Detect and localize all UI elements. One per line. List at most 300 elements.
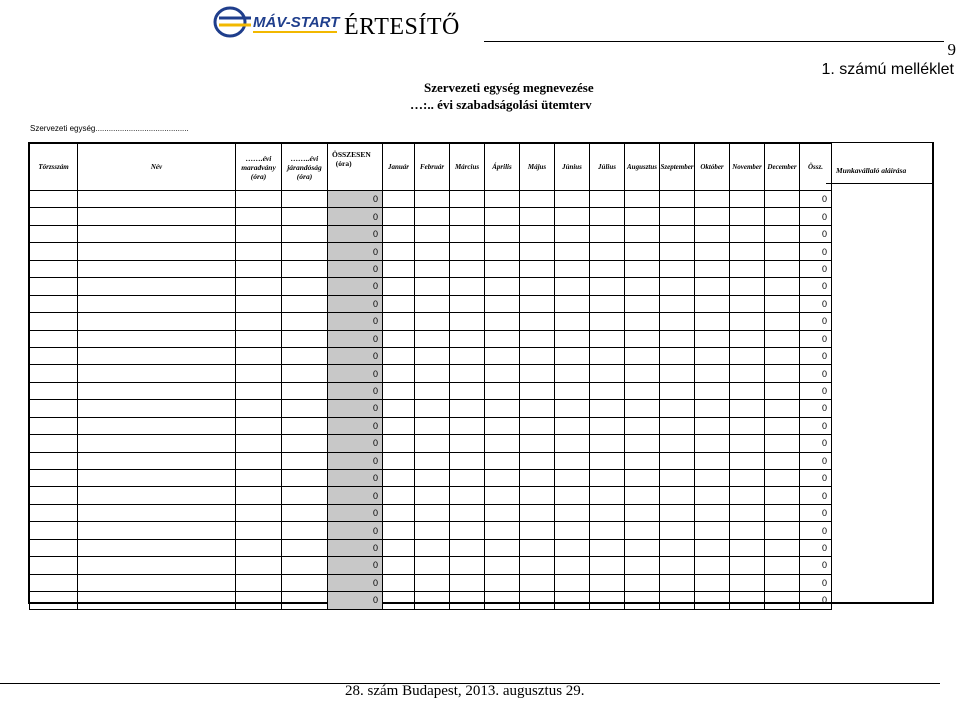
month-cell[interactable] [383,400,415,417]
month-cell[interactable] [660,365,695,382]
month-cell[interactable] [520,191,555,208]
month-cell[interactable] [383,487,415,504]
month-cell[interactable] [415,417,450,434]
jarandosag-cell[interactable] [282,330,328,347]
torzsszam-cell[interactable] [30,522,78,539]
month-cell[interactable] [555,243,590,260]
month-cell[interactable] [485,365,520,382]
month-cell[interactable] [695,330,730,347]
month-cell[interactable] [660,295,695,312]
month-cell[interactable] [383,435,415,452]
maradvany-cell[interactable] [236,504,282,521]
name-cell[interactable] [78,278,236,295]
month-cell[interactable] [383,313,415,330]
jarandosag-cell[interactable] [282,278,328,295]
jarandosag-cell[interactable] [282,365,328,382]
month-cell[interactable] [415,574,450,591]
month-cell[interactable] [383,347,415,364]
month-cell[interactable] [660,417,695,434]
month-cell[interactable] [625,295,660,312]
month-cell[interactable] [590,382,625,399]
month-cell[interactable] [590,243,625,260]
month-cell[interactable] [730,592,765,609]
month-cell[interactable] [695,452,730,469]
month-cell[interactable] [660,504,695,521]
month-cell[interactable] [485,574,520,591]
jarandosag-cell[interactable] [282,435,328,452]
month-cell[interactable] [765,400,800,417]
maradvany-cell[interactable] [236,330,282,347]
month-cell[interactable] [730,487,765,504]
month-cell[interactable] [660,313,695,330]
month-cell[interactable] [415,400,450,417]
name-cell[interactable] [78,208,236,225]
month-cell[interactable] [520,278,555,295]
month-cell[interactable] [590,539,625,556]
month-cell[interactable] [730,278,765,295]
month-cell[interactable] [590,208,625,225]
month-cell[interactable] [520,557,555,574]
month-cell[interactable] [383,330,415,347]
month-cell[interactable] [485,400,520,417]
month-cell[interactable] [695,557,730,574]
month-cell[interactable] [450,539,485,556]
month-cell[interactable] [730,382,765,399]
torzsszam-cell[interactable] [30,574,78,591]
month-cell[interactable] [383,592,415,609]
maradvany-cell[interactable] [236,260,282,277]
month-cell[interactable] [695,260,730,277]
maradvany-cell[interactable] [236,365,282,382]
month-cell[interactable] [485,435,520,452]
month-cell[interactable] [383,243,415,260]
month-cell[interactable] [660,382,695,399]
month-cell[interactable] [450,330,485,347]
month-cell[interactable] [625,452,660,469]
month-cell[interactable] [660,470,695,487]
month-cell[interactable] [590,487,625,504]
torzsszam-cell[interactable] [30,365,78,382]
name-cell[interactable] [78,452,236,469]
month-cell[interactable] [555,539,590,556]
month-cell[interactable] [450,278,485,295]
month-cell[interactable] [625,365,660,382]
month-cell[interactable] [590,470,625,487]
month-cell[interactable] [450,225,485,242]
month-cell[interactable] [625,313,660,330]
month-cell[interactable] [415,365,450,382]
torzsszam-cell[interactable] [30,417,78,434]
month-cell[interactable] [730,225,765,242]
jarandosag-cell[interactable] [282,539,328,556]
month-cell[interactable] [383,574,415,591]
month-cell[interactable] [555,470,590,487]
name-cell[interactable] [78,470,236,487]
month-cell[interactable] [590,452,625,469]
month-cell[interactable] [765,382,800,399]
month-cell[interactable] [450,522,485,539]
month-cell[interactable] [730,417,765,434]
month-cell[interactable] [590,592,625,609]
month-cell[interactable] [415,470,450,487]
torzsszam-cell[interactable] [30,504,78,521]
month-cell[interactable] [520,260,555,277]
month-cell[interactable] [485,313,520,330]
month-cell[interactable] [383,208,415,225]
month-cell[interactable] [730,313,765,330]
month-cell[interactable] [730,574,765,591]
month-cell[interactable] [765,504,800,521]
name-cell[interactable] [78,539,236,556]
month-cell[interactable] [730,522,765,539]
month-cell[interactable] [555,208,590,225]
month-cell[interactable] [660,574,695,591]
month-cell[interactable] [765,417,800,434]
month-cell[interactable] [383,225,415,242]
name-cell[interactable] [78,313,236,330]
month-cell[interactable] [625,470,660,487]
month-cell[interactable] [730,260,765,277]
torzsszam-cell[interactable] [30,592,78,609]
maradvany-cell[interactable] [236,557,282,574]
torzsszam-cell[interactable] [30,295,78,312]
name-cell[interactable] [78,435,236,452]
month-cell[interactable] [485,452,520,469]
month-cell[interactable] [485,243,520,260]
torzsszam-cell[interactable] [30,208,78,225]
month-cell[interactable] [555,574,590,591]
month-cell[interactable] [590,225,625,242]
maradvany-cell[interactable] [236,592,282,609]
month-cell[interactable] [590,260,625,277]
month-cell[interactable] [765,278,800,295]
month-cell[interactable] [555,435,590,452]
month-cell[interactable] [450,382,485,399]
month-cell[interactable] [695,400,730,417]
maradvany-cell[interactable] [236,382,282,399]
name-cell[interactable] [78,295,236,312]
month-cell[interactable] [555,347,590,364]
month-cell[interactable] [590,574,625,591]
month-cell[interactable] [660,592,695,609]
month-cell[interactable] [765,191,800,208]
month-cell[interactable] [450,243,485,260]
maradvany-cell[interactable] [236,574,282,591]
month-cell[interactable] [520,592,555,609]
maradvany-cell[interactable] [236,470,282,487]
torzsszam-cell[interactable] [30,452,78,469]
month-cell[interactable] [555,487,590,504]
jarandosag-cell[interactable] [282,400,328,417]
month-cell[interactable] [415,225,450,242]
jarandosag-cell[interactable] [282,417,328,434]
maradvany-cell[interactable] [236,225,282,242]
month-cell[interactable] [765,470,800,487]
month-cell[interactable] [625,330,660,347]
month-cell[interactable] [625,487,660,504]
month-cell[interactable] [383,382,415,399]
month-cell[interactable] [415,191,450,208]
month-cell[interactable] [485,260,520,277]
month-cell[interactable] [625,400,660,417]
month-cell[interactable] [730,470,765,487]
month-cell[interactable] [765,347,800,364]
month-cell[interactable] [695,382,730,399]
month-cell[interactable] [485,278,520,295]
month-cell[interactable] [383,539,415,556]
month-cell[interactable] [520,243,555,260]
jarandosag-cell[interactable] [282,208,328,225]
month-cell[interactable] [660,400,695,417]
month-cell[interactable] [730,557,765,574]
name-cell[interactable] [78,330,236,347]
month-cell[interactable] [415,208,450,225]
month-cell[interactable] [695,313,730,330]
month-cell[interactable] [730,365,765,382]
month-cell[interactable] [695,208,730,225]
month-cell[interactable] [765,592,800,609]
jarandosag-cell[interactable] [282,243,328,260]
month-cell[interactable] [415,260,450,277]
month-cell[interactable] [765,452,800,469]
month-cell[interactable] [415,487,450,504]
month-cell[interactable] [415,313,450,330]
jarandosag-cell[interactable] [282,522,328,539]
month-cell[interactable] [520,539,555,556]
torzsszam-cell[interactable] [30,470,78,487]
month-cell[interactable] [660,278,695,295]
month-cell[interactable] [485,539,520,556]
month-cell[interactable] [555,522,590,539]
month-cell[interactable] [765,574,800,591]
torzsszam-cell[interactable] [30,225,78,242]
torzsszam-cell[interactable] [30,400,78,417]
month-cell[interactable] [730,191,765,208]
month-cell[interactable] [660,487,695,504]
month-cell[interactable] [625,435,660,452]
maradvany-cell[interactable] [236,191,282,208]
month-cell[interactable] [625,592,660,609]
month-cell[interactable] [485,417,520,434]
month-cell[interactable] [450,365,485,382]
maradvany-cell[interactable] [236,313,282,330]
month-cell[interactable] [660,522,695,539]
month-cell[interactable] [765,225,800,242]
month-cell[interactable] [415,278,450,295]
month-cell[interactable] [485,557,520,574]
jarandosag-cell[interactable] [282,557,328,574]
month-cell[interactable] [625,557,660,574]
month-cell[interactable] [730,539,765,556]
month-cell[interactable] [555,504,590,521]
month-cell[interactable] [555,592,590,609]
maradvany-cell[interactable] [236,435,282,452]
torzsszam-cell[interactable] [30,435,78,452]
month-cell[interactable] [590,557,625,574]
month-cell[interactable] [520,225,555,242]
torzsszam-cell[interactable] [30,487,78,504]
month-cell[interactable] [660,243,695,260]
maradvany-cell[interactable] [236,295,282,312]
month-cell[interactable] [765,435,800,452]
month-cell[interactable] [765,208,800,225]
month-cell[interactable] [590,278,625,295]
month-cell[interactable] [520,382,555,399]
month-cell[interactable] [590,295,625,312]
jarandosag-cell[interactable] [282,191,328,208]
month-cell[interactable] [415,592,450,609]
month-cell[interactable] [555,330,590,347]
month-cell[interactable] [695,522,730,539]
month-cell[interactable] [520,504,555,521]
month-cell[interactable] [415,452,450,469]
month-cell[interactable] [765,365,800,382]
month-cell[interactable] [520,435,555,452]
month-cell[interactable] [765,557,800,574]
month-cell[interactable] [625,208,660,225]
month-cell[interactable] [485,191,520,208]
name-cell[interactable] [78,417,236,434]
month-cell[interactable] [450,504,485,521]
name-cell[interactable] [78,347,236,364]
jarandosag-cell[interactable] [282,382,328,399]
name-cell[interactable] [78,365,236,382]
month-cell[interactable] [660,330,695,347]
month-cell[interactable] [625,278,660,295]
month-cell[interactable] [730,435,765,452]
jarandosag-cell[interactable] [282,347,328,364]
torzsszam-cell[interactable] [30,557,78,574]
month-cell[interactable] [520,347,555,364]
month-cell[interactable] [590,417,625,434]
month-cell[interactable] [695,539,730,556]
month-cell[interactable] [625,539,660,556]
month-cell[interactable] [695,295,730,312]
month-cell[interactable] [730,504,765,521]
month-cell[interactable] [450,295,485,312]
month-cell[interactable] [415,557,450,574]
month-cell[interactable] [625,347,660,364]
month-cell[interactable] [730,330,765,347]
month-cell[interactable] [555,278,590,295]
month-cell[interactable] [625,504,660,521]
month-cell[interactable] [590,313,625,330]
month-cell[interactable] [590,504,625,521]
maradvany-cell[interactable] [236,417,282,434]
month-cell[interactable] [450,191,485,208]
month-cell[interactable] [695,278,730,295]
month-cell[interactable] [660,435,695,452]
jarandosag-cell[interactable] [282,487,328,504]
month-cell[interactable] [520,330,555,347]
torzsszam-cell[interactable] [30,243,78,260]
month-cell[interactable] [485,470,520,487]
name-cell[interactable] [78,487,236,504]
month-cell[interactable] [555,557,590,574]
month-cell[interactable] [555,260,590,277]
month-cell[interactable] [383,260,415,277]
torzsszam-cell[interactable] [30,539,78,556]
month-cell[interactable] [415,295,450,312]
name-cell[interactable] [78,260,236,277]
torzsszam-cell[interactable] [30,191,78,208]
month-cell[interactable] [625,191,660,208]
month-cell[interactable] [415,330,450,347]
jarandosag-cell[interactable] [282,452,328,469]
month-cell[interactable] [765,330,800,347]
month-cell[interactable] [590,400,625,417]
month-cell[interactable] [695,487,730,504]
name-cell[interactable] [78,191,236,208]
month-cell[interactable] [625,243,660,260]
month-cell[interactable] [415,243,450,260]
maradvany-cell[interactable] [236,487,282,504]
month-cell[interactable] [415,347,450,364]
month-cell[interactable] [730,452,765,469]
month-cell[interactable] [383,295,415,312]
month-cell[interactable] [415,382,450,399]
maradvany-cell[interactable] [236,539,282,556]
month-cell[interactable] [555,417,590,434]
month-cell[interactable] [695,191,730,208]
month-cell[interactable] [625,574,660,591]
month-cell[interactable] [520,313,555,330]
torzsszam-cell[interactable] [30,260,78,277]
jarandosag-cell[interactable] [282,225,328,242]
month-cell[interactable] [415,522,450,539]
month-cell[interactable] [660,557,695,574]
month-cell[interactable] [695,574,730,591]
month-cell[interactable] [485,504,520,521]
month-cell[interactable] [765,539,800,556]
month-cell[interactable] [415,504,450,521]
month-cell[interactable] [383,191,415,208]
month-cell[interactable] [730,347,765,364]
month-cell[interactable] [450,347,485,364]
month-cell[interactable] [555,452,590,469]
name-cell[interactable] [78,382,236,399]
month-cell[interactable] [485,592,520,609]
month-cell[interactable] [695,417,730,434]
month-cell[interactable] [415,435,450,452]
month-cell[interactable] [695,347,730,364]
month-cell[interactable] [485,225,520,242]
maradvany-cell[interactable] [236,400,282,417]
month-cell[interactable] [520,400,555,417]
month-cell[interactable] [555,225,590,242]
month-cell[interactable] [765,487,800,504]
name-cell[interactable] [78,522,236,539]
month-cell[interactable] [383,452,415,469]
month-cell[interactable] [660,539,695,556]
month-cell[interactable] [485,382,520,399]
jarandosag-cell[interactable] [282,313,328,330]
month-cell[interactable] [695,365,730,382]
month-cell[interactable] [590,191,625,208]
month-cell[interactable] [520,487,555,504]
month-cell[interactable] [520,522,555,539]
month-cell[interactable] [555,400,590,417]
month-cell[interactable] [625,417,660,434]
name-cell[interactable] [78,557,236,574]
month-cell[interactable] [520,470,555,487]
month-cell[interactable] [695,592,730,609]
name-cell[interactable] [78,592,236,609]
month-cell[interactable] [520,452,555,469]
name-cell[interactable] [78,504,236,521]
month-cell[interactable] [555,191,590,208]
month-cell[interactable] [625,260,660,277]
